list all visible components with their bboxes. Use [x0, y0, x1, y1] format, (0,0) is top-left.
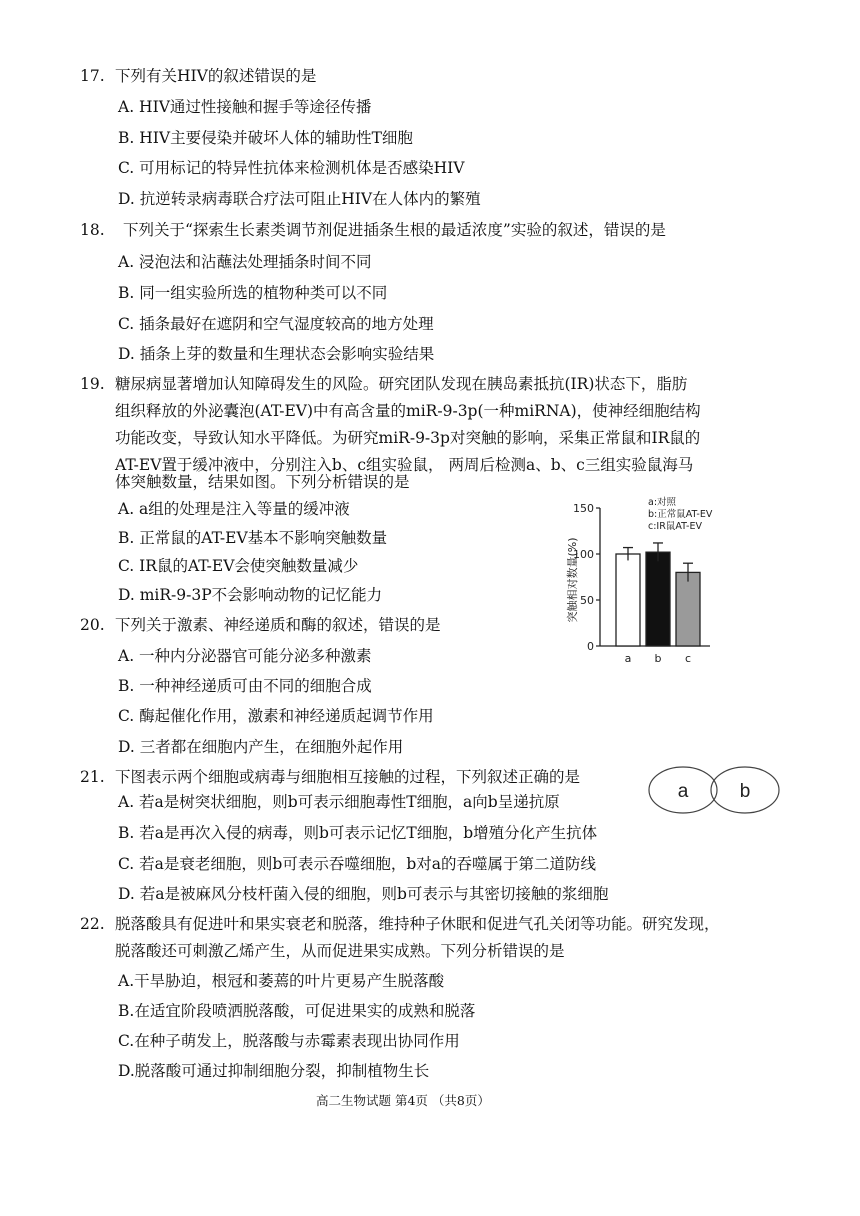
q18-option-a: A. 浸泡法和沾蘸法处理插条时间不同 [118, 253, 372, 271]
x-tick-label-a: a [624, 652, 632, 665]
q19-stem-line-4: AT-EV置于缓冲液中，分别注入b、c组实验鼠， 两周后检测a、b、c三组实验鼠海马 [115, 456, 694, 474]
q18-option-c: C. 插条最好在遮阴和空气湿度较高的地方处理 [118, 315, 434, 333]
legend-entry: c:IR鼠AT-EV [648, 521, 702, 532]
q17-option-c: C. 可用标记的特异性抗体来检测机体是否感染HIV [118, 159, 465, 177]
q20-number: 20. [80, 616, 105, 634]
x-tick-label-c: c [684, 652, 692, 665]
q19-option-d: D. miR-9-3P不会影响动物的记忆能力 [118, 586, 383, 604]
page-footer: 高二生物试题 第4页 （共8页） [316, 1093, 490, 1108]
x-tick-label-b: b [654, 652, 662, 665]
q22-option-b: B.在适宜阶段喷洒脱落酸，可促进果实的成熟和脱落 [118, 1002, 476, 1020]
legend-entry: b:正常鼠AT-EV [648, 509, 713, 520]
y-tick-label: 50 [580, 594, 594, 607]
q22-number: 22. [80, 915, 105, 933]
q21-number: 21. [80, 768, 105, 786]
bar-b [646, 552, 670, 646]
q19-option-c: C. IR鼠的AT-EV会使突触数量减少 [118, 557, 359, 575]
chart-bars [616, 543, 700, 665]
q19-number: 19. [80, 375, 105, 393]
q17-number: 17. [80, 67, 105, 85]
q20-option-d: D. 三者都在细胞内产生，在细胞外起作用 [118, 738, 404, 756]
q17-stem: 下列有关HIV的叙述错误的是 [115, 67, 317, 85]
q20-stem: 下列关于激素、神经递质和酶的叙述，错误的是 [115, 616, 441, 634]
q19-stem-line-5: 体突触数量，结果如图。下列分析错误的是 [115, 473, 410, 491]
q19-option-b: B. 正常鼠的AT-EV基本不影响突触数量 [118, 529, 388, 547]
q17-option-d: D. 抗逆转录病毒联合疗法可阻止HIV在人体内的繁殖 [118, 190, 481, 208]
q18-stem: 下列关于“探索生长素类调节剂促进插条生根的最适浓度”实验的叙述，错误的是 [123, 221, 666, 239]
q18-option-b: B. 同一组实验所选的植物种类可以不同 [118, 284, 388, 302]
bar-c [676, 572, 700, 646]
chart-y-axis-label: 突触相对数量(%) [566, 537, 579, 623]
y-tick-label: 150 [573, 502, 594, 515]
q21-option-a: A. 若a是树突状细胞，则b可表示细胞毒性T细胞，a向b呈递抗原 [118, 793, 560, 811]
y-tick-label: 100 [573, 548, 594, 561]
q20-option-b: B. 一种神经递质可由不同的细胞合成 [118, 677, 372, 695]
q21-option-c: C. 若a是衰老细胞，则b可表示吞噬细胞，b对a的吞噬属于第二道防线 [118, 855, 596, 873]
q20-option-a: A. 一种内分泌器官可能分泌多种激素 [118, 647, 372, 665]
q21-option-d: D. 若a是被麻风分枝杆菌入侵的细胞，则b可表示与其密切接触的浆细胞 [118, 885, 609, 903]
synapse-bar-chart [560, 494, 760, 666]
q22-option-c: C.在种子萌发上，脱落酸与赤霉素表现出协同作用 [118, 1032, 460, 1050]
legend-entry: a:对照 [648, 497, 677, 508]
cell-b-label: b [739, 781, 751, 802]
y-tick-label: 0 [587, 640, 594, 653]
q17-option-b: B. HIV主要侵染并破坏人体的辅助性T细胞 [118, 129, 413, 147]
q22-stem-line-1: 脱落酸具有促进叶和果实衰老和脱落，维持种子休眠和促进气孔关闭等功能。研究发现， [115, 915, 720, 933]
q17-option-a: A. HIV通过性接触和握手等途径传播 [118, 98, 372, 116]
q18-option-d: D. 插条上芽的数量和生理状态会影响实验结果 [118, 345, 435, 363]
q18-number: 18. [80, 221, 105, 239]
cell-contact-diagram [646, 764, 784, 816]
q22-stem-line-2: 脱落酸还可刺激乙烯产生，从而促进果实成熟。下列分析错误的是 [115, 942, 565, 960]
q22-option-a: A.干旱胁迫，根冠和萎蔫的叶片更易产生脱落酸 [118, 972, 445, 990]
bar-a [616, 554, 640, 646]
q20-option-c: C. 酶起催化作用，激素和神经递质起调节作用 [118, 707, 434, 725]
q19-stem-line-2: 组织释放的外泌囊泡(AT-EV)中有高含量的miR-9-3p(一种miRNA)，使神经细胞结构 [115, 402, 701, 420]
q22-option-d: D.脱落酸可通过抑制细胞分裂，抑制植物生长 [118, 1062, 430, 1080]
q19-option-a: A. a组的处理是注入等量的缓冲液 [118, 500, 350, 518]
q19-stem-line-1: 糖尿病显著增加认知障碍发生的风险。研究团队发现在胰岛素抵抗(IR)状态下，脂肪 [115, 375, 688, 393]
cell-a-label: a [677, 781, 689, 802]
q21-option-b: B. 若a是再次入侵的病毒，则b可表示记忆T细胞，b增殖分化产生抗体 [118, 824, 598, 842]
chart-legend [648, 496, 713, 532]
q19-stem-line-3: 功能改变，导致认知水平降低。为研究miR-9-3p对突触的影响，采集正常鼠和IR鼠的 [115, 429, 701, 447]
q21-stem: 下图表示两个细胞或病毒与细胞相互接触的过程，下列叙述正确的是 [115, 768, 581, 786]
